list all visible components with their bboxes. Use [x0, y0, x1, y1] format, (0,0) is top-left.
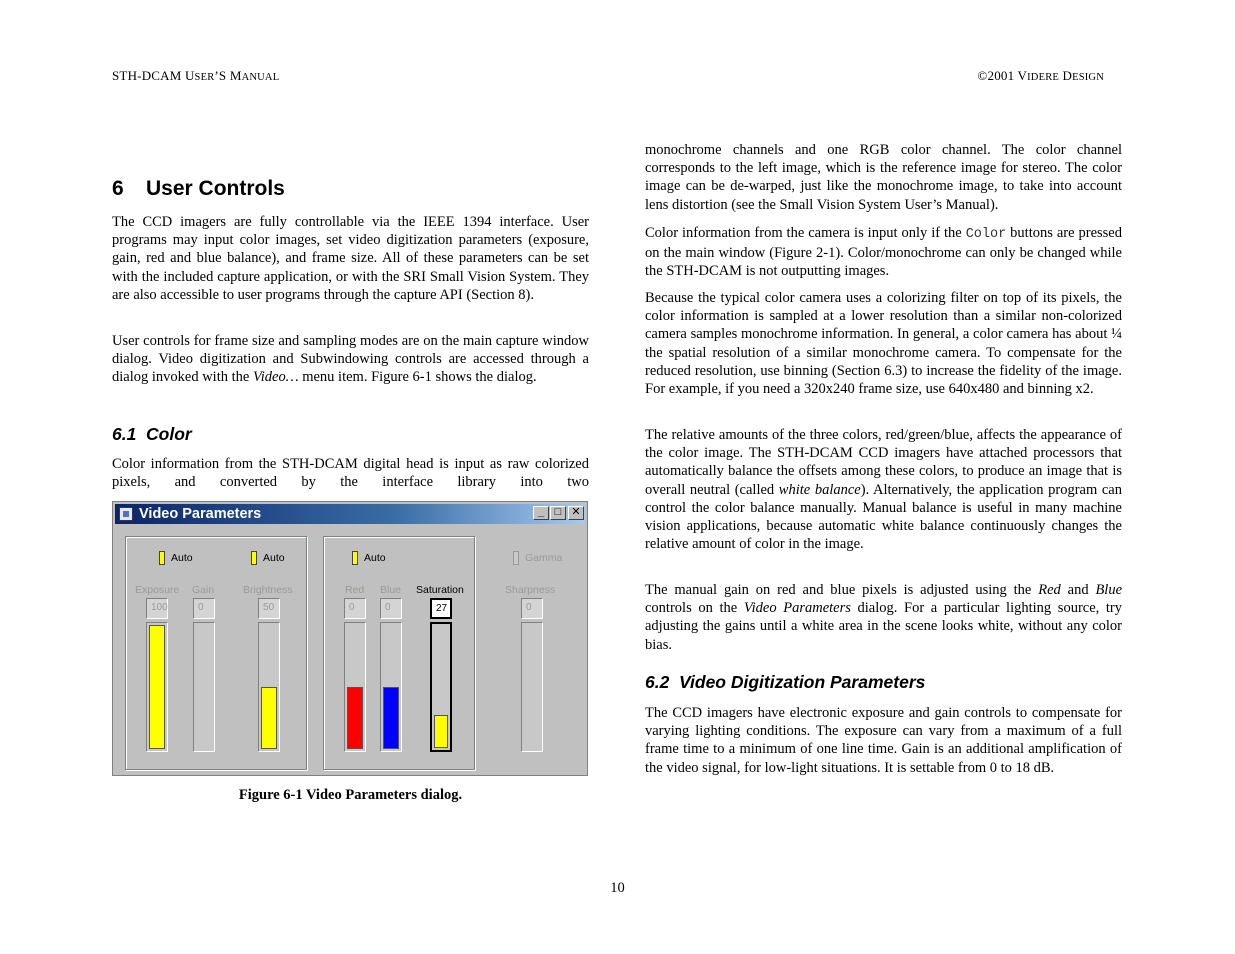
saturation-slider-fill [434, 715, 448, 748]
auto-color-checkbox[interactable] [352, 551, 358, 565]
exposure-value-box[interactable]: 100 [146, 598, 168, 619]
minimize-button[interactable]: _ [533, 506, 549, 520]
sharpness-value-box[interactable]: 0 [521, 598, 543, 619]
text: The relative amounts of the three colors, red/green/blue, affects the appearance of the color image. The STH-DCAM CCD imagers have attached processors that automatically balance the offsets among these colors, to produce an image that is overall neutral (called [645, 427, 1122, 498]
text: menu item. Figure 6-1 shows the dialog. [298, 369, 537, 386]
sharpness-slider[interactable] [521, 622, 543, 752]
figure-caption: Figure 6-1 Video Parameters dialog. [238, 787, 463, 803]
text: buttons are pressed on the main window (Figure 2-1). Color/monochrome can only be changed while the STH-DCAM is not outputting images. [645, 225, 1122, 280]
video-parameters-dialog [112, 501, 588, 776]
section-title: User Controls [146, 177, 285, 200]
blue-label: Blue [380, 584, 402, 596]
brightness-label: Brightness [243, 584, 293, 596]
section-number: 6.2 [645, 672, 670, 692]
text: and [1060, 582, 1096, 598]
auto-color-label: Auto [364, 552, 386, 564]
saturation-value-box[interactable]: 27 [430, 598, 452, 619]
emphasis: Video… [252, 369, 299, 386]
running-header-copyright [977, 68, 1104, 84]
section-number: 6 [112, 177, 124, 200]
emphasis: Blue [1095, 582, 1123, 598]
app-icon [119, 507, 133, 521]
red-slider-fill [347, 687, 363, 749]
saturation-label: Saturation [416, 584, 464, 596]
emphasis: Red [1038, 582, 1061, 598]
section-6-1-heading [112, 424, 192, 445]
paragraph: The CCD imagers have electronic exposure and gain controls to compensate for varying lighting conditions. The exposure can vary from a maximum of a full frame time to a minimum of one line time. Gain is an additional amplification of the video signal, for low-light situations. It is settable from 0 to 18 dB. [645, 705, 1122, 776]
paragraph [112, 332, 589, 387]
code-text: Color [965, 227, 1007, 242]
brightness-value-box[interactable]: 50 [258, 598, 280, 619]
text: ). Alternatively, the application program can control the color balance manually. Manual balance is useful in many machine vision applications, because automatic white balance continuously changes the relative amount of color in the image. [645, 481, 1122, 553]
blue-slider[interactable] [380, 622, 402, 752]
page-number: 10 [610, 880, 625, 896]
red-slider[interactable] [344, 622, 366, 752]
running-header-title [112, 68, 279, 84]
paragraph [645, 224, 1122, 281]
section-title: Color [146, 424, 192, 444]
header-text: IDERE [1027, 72, 1060, 83]
text: Color information from the camera is input only if the [645, 225, 966, 241]
dialog-titlebar[interactable] [115, 504, 585, 524]
auto-exposure-label: Auto [171, 552, 193, 564]
paragraph: The CCD imagers are fully controllable via the IEEE 1394 interface. User programs may input color images, set video digitization parameters (exposure, gain, red and blue balance), and frame size. All of these parameters can be set with the included capture application, or with the SRI Small Vision System. They are also accessible to user programs through the capture API (Section 8). [112, 214, 589, 303]
header-text: SER [194, 72, 215, 83]
gain-label: Gain [192, 584, 215, 596]
paragraph [645, 426, 1122, 553]
emphasis: Video Parameters [743, 600, 851, 617]
header-text: ©2001 V [977, 68, 1028, 83]
text: dialog. For a particular lighting source, try adjusting the gains until a white area in the scene looks white, without any color bias. [645, 600, 1123, 653]
auto-brightness-label: Auto [263, 552, 285, 564]
paragraph: Color information from the STH-DCAM digital head is input as raw colorized pixels, and converted by the interface library into two [112, 456, 589, 491]
auto-brightness-checkbox[interactable] [251, 551, 257, 565]
gamma-checkbox[interactable] [513, 551, 519, 565]
text: The manual gain on red and blue pixels is adjusted using the [645, 582, 1039, 598]
gamma-label: Gamma [525, 552, 563, 564]
blue-value-box[interactable]: 0 [380, 598, 402, 619]
auto-exposure-checkbox[interactable] [159, 551, 165, 565]
section-6-2-heading [645, 672, 925, 693]
close-button[interactable]: ✕ [568, 506, 584, 520]
emphasis: white balance [778, 481, 861, 498]
gain-value-box[interactable]: 0 [193, 598, 215, 619]
header-text: ESIGN [1072, 72, 1104, 83]
header-text: STH-DCAM U [112, 68, 195, 83]
paragraph: Because the typical color camera uses a colorizing filter on top of its pixels, the color information is sampled at a lower resolution than a similar non-colorized camera samples monochrome information. In general, a color camera has about ¼ the spatial resolution of a similar monochrome camera. To compensate for the reduced resolution, use binning (Section 6.3) to increase the fidelity of the image. For example, if you need a 320x240 frame size, use 640x480 and binning x2. [645, 290, 1122, 398]
brightness-slider-fill [261, 687, 277, 749]
dialog-title: Video Parameters [139, 506, 262, 522]
red-value-box[interactable]: 0 [344, 598, 366, 619]
gain-slider[interactable] [193, 622, 215, 752]
exposure-slider[interactable] [146, 622, 168, 752]
header-text: ’S M [214, 68, 242, 83]
exposure-slider-fill [149, 625, 165, 749]
header-text: ANUAL [241, 72, 280, 83]
sharpness-label: Sharpness [505, 584, 556, 596]
exposure-label: Exposure [135, 584, 180, 596]
maximize-button[interactable]: □ [550, 506, 566, 520]
text: User controls for frame size and sampling modes are on the main capture window dialog. Video digitization and Subwindowing controls are accessed through a dialog invoked with the [112, 333, 589, 386]
header-text: D [1059, 68, 1073, 83]
section-6-heading [112, 177, 285, 201]
red-label: Red [345, 584, 365, 596]
blue-slider-fill [383, 687, 399, 749]
brightness-slider[interactable] [258, 622, 280, 752]
paragraph [645, 581, 1122, 654]
text: controls on the [645, 600, 744, 617]
section-number: 6.1 [112, 424, 137, 444]
saturation-slider[interactable] [430, 622, 452, 752]
section-title: Video Digitization Parameters [679, 672, 926, 692]
paragraph: monochrome channels and one RGB color channel. The color channel corresponds to the left image, which is the reference image for stereo. The color image can be de-warped, just like the monochrome image, to take into account lens distortion (see the Small Vision System User’s Manual). [645, 142, 1122, 213]
